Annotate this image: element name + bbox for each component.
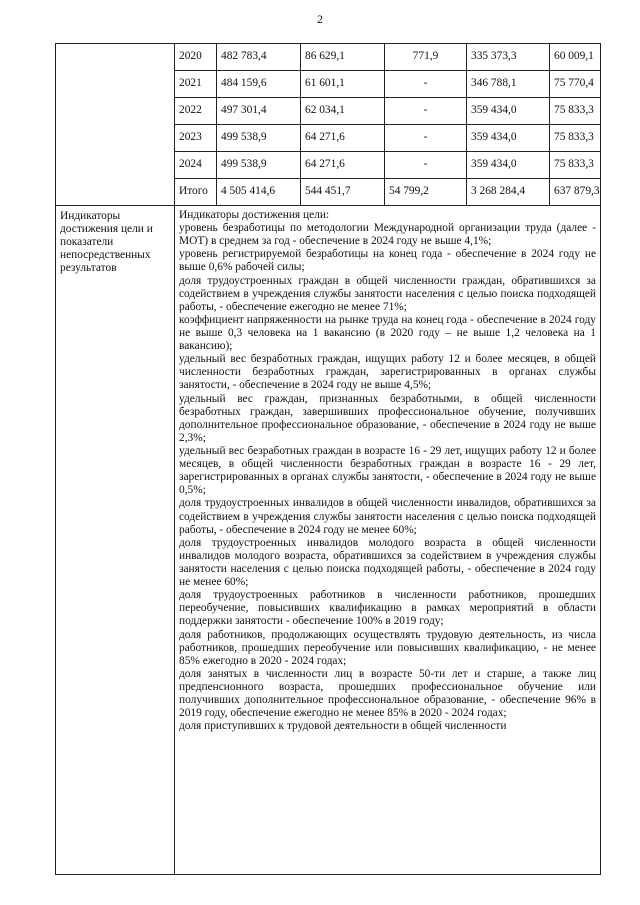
indicator-paragraph: доля трудоустроенных граждан в общей численности граждан, обратившихся за содействием в учреждения службы занятости населения с целью поиска подходящей работы, - обеспечение ежегодно не менее 71%; [179,274,596,313]
total-label-cell: Итого [175,179,217,206]
total-value-cell: 3 268 284,4 [467,179,550,206]
value-cell: 359 434,0 [467,152,550,179]
indicator-paragraph: доля приступивших к трудовой деятельности в общей численности [179,720,507,733]
indicator-paragraph: Индикаторы достижения цели: [179,209,330,221]
indicator-paragraph: уровень безработицы по методологии Международной организации труда (далее - МОТ) в среднем за год - обеспечение в 2024 году не выше 4,1%; [179,222,596,248]
year-cell: 2022 [175,98,217,125]
value-cell: 346 788,1 [467,71,550,98]
value-cell: 75 833,3 [550,152,601,179]
value-cell: 75 833,3 [550,125,601,152]
value-cell: 482 783,4 [217,44,301,71]
indicator-paragraph: доля трудоустроенных инвалидов молодого возраста в общей численности инвалидов молодого возраста, обратившихся за содействием в учреждения службы занятости населения с целью поиска подходящей работы, - обеспечение в 2024 году не менее 60%; [179,536,596,589]
year-cell: 2020 [175,44,217,71]
table-row [56,206,601,875]
value-cell: 60 009,1 [550,44,601,71]
total-value-cell: 544 451,7 [301,179,385,206]
value-cell: 499 538,9 [217,125,301,152]
indicator-paragraph: доля занятых в численности лиц в возрасте 50-ти лет и старше, а также лиц предпенсионного возраста, прошедших профессиональное обучение или получивших дополнительное профессиональное образование, - обеспечение 96% в 2019 году, обеспечение ежегодно не менее 85% в 2020 - 2024 годах; [179,667,596,720]
value-cell: 335 373,3 [467,44,550,71]
value-cell: - [385,98,467,125]
total-value-cell: 637 879,3 [550,179,601,206]
value-cell: - [385,152,467,179]
value-cell: 499 538,9 [217,152,301,179]
value-cell: 64 271,6 [301,152,385,179]
value-cell: 62 034,1 [301,98,385,125]
value-cell: 61 601,1 [301,71,385,98]
indicators-label: Индикаторы достижения цели и показатели непосредственных результатов [56,206,175,875]
indicator-paragraph: доля работников, продолжающих осуществлять трудовую деятельность, из числа работников, прошедших переобучение или повысивших квалификацию, - не менее 85% ежегодно в 2020 - 2024 годах; [179,628,596,667]
indicator-paragraph: доля трудоустроенных работников в численности работников, прошедших переобучение, повысивших квалификацию в рамках мероприятий в области поддержки занятости - обеспечение 100% в 2019 году; [179,589,596,628]
value-cell: 86 629,1 [301,44,385,71]
indicator-paragraph: удельный вес граждан, признанных безработными, в общей численности безработных граждан, завершивших профессиональное обучение, получивших дополнительное профессиональное образование, - обеспечение в 2024 году не выше 2,3%; [179,392,596,444]
finance-label-cell [56,44,175,206]
value-cell: 75 833,3 [550,98,601,125]
table-row [56,44,601,71]
total-value-cell: 4 505 414,6 [217,179,301,206]
value-cell: 359 434,0 [467,125,550,152]
indicator-paragraph: удельный вес безработных граждан, ищущих работу 12 и более месяцев, в общей численности безработных граждан, зарегистрированных в органах службы занятости, - обеспечение в 2024 году не выше 4,5%; [179,353,596,392]
value-cell: - [385,125,467,152]
value-cell: - [385,71,467,98]
value-cell: 75 770,4 [550,71,601,98]
indicator-paragraph: уровень регистрируемой безработицы на конец года - обеспечение в 2024 году не выше 0,6% рабочей силы; [179,248,596,274]
indicator-paragraph: коэффициент напряженности на рынке труда на конец года - обеспечение в 2024 году не выше 0,3 человека на 1 вакансию (в 2020 году – не выше 1,2 человека на 1 вакансию); [179,313,596,353]
page-number: 2 [317,12,323,26]
year-cell: 2024 [175,152,217,179]
value-cell: 359 434,0 [467,98,550,125]
program-passport-table [55,43,601,875]
indicator-paragraph: удельный вес безработных граждан в возрасте 16 - 29 лет, ищущих работу 12 и более месяцев, в общей численности безработных граждан в возрасте 16 - 29 лет, зарегистрированных в органах службы занятости, - обеспечение в 2024 году не выше 0,5%; [179,444,596,497]
value-cell: 484 159,6 [217,71,301,98]
value-cell: 497 301,4 [217,98,301,125]
year-cell: 2023 [175,125,217,152]
year-cell: 2021 [175,71,217,98]
indicator-paragraph: доля трудоустроенных инвалидов в общей численности инвалидов, обратившихся за содействием в учреждения службы занятости населения с целью поиска подходящей работы, - обеспечение в 2024 году не менее 60%; [179,497,596,536]
value-cell: 771,9 [385,44,467,71]
indicators-cell [175,206,601,875]
indicators-text [179,206,596,874]
value-cell: 64 271,6 [301,125,385,152]
total-value-cell: 54 799,2 [385,179,467,206]
